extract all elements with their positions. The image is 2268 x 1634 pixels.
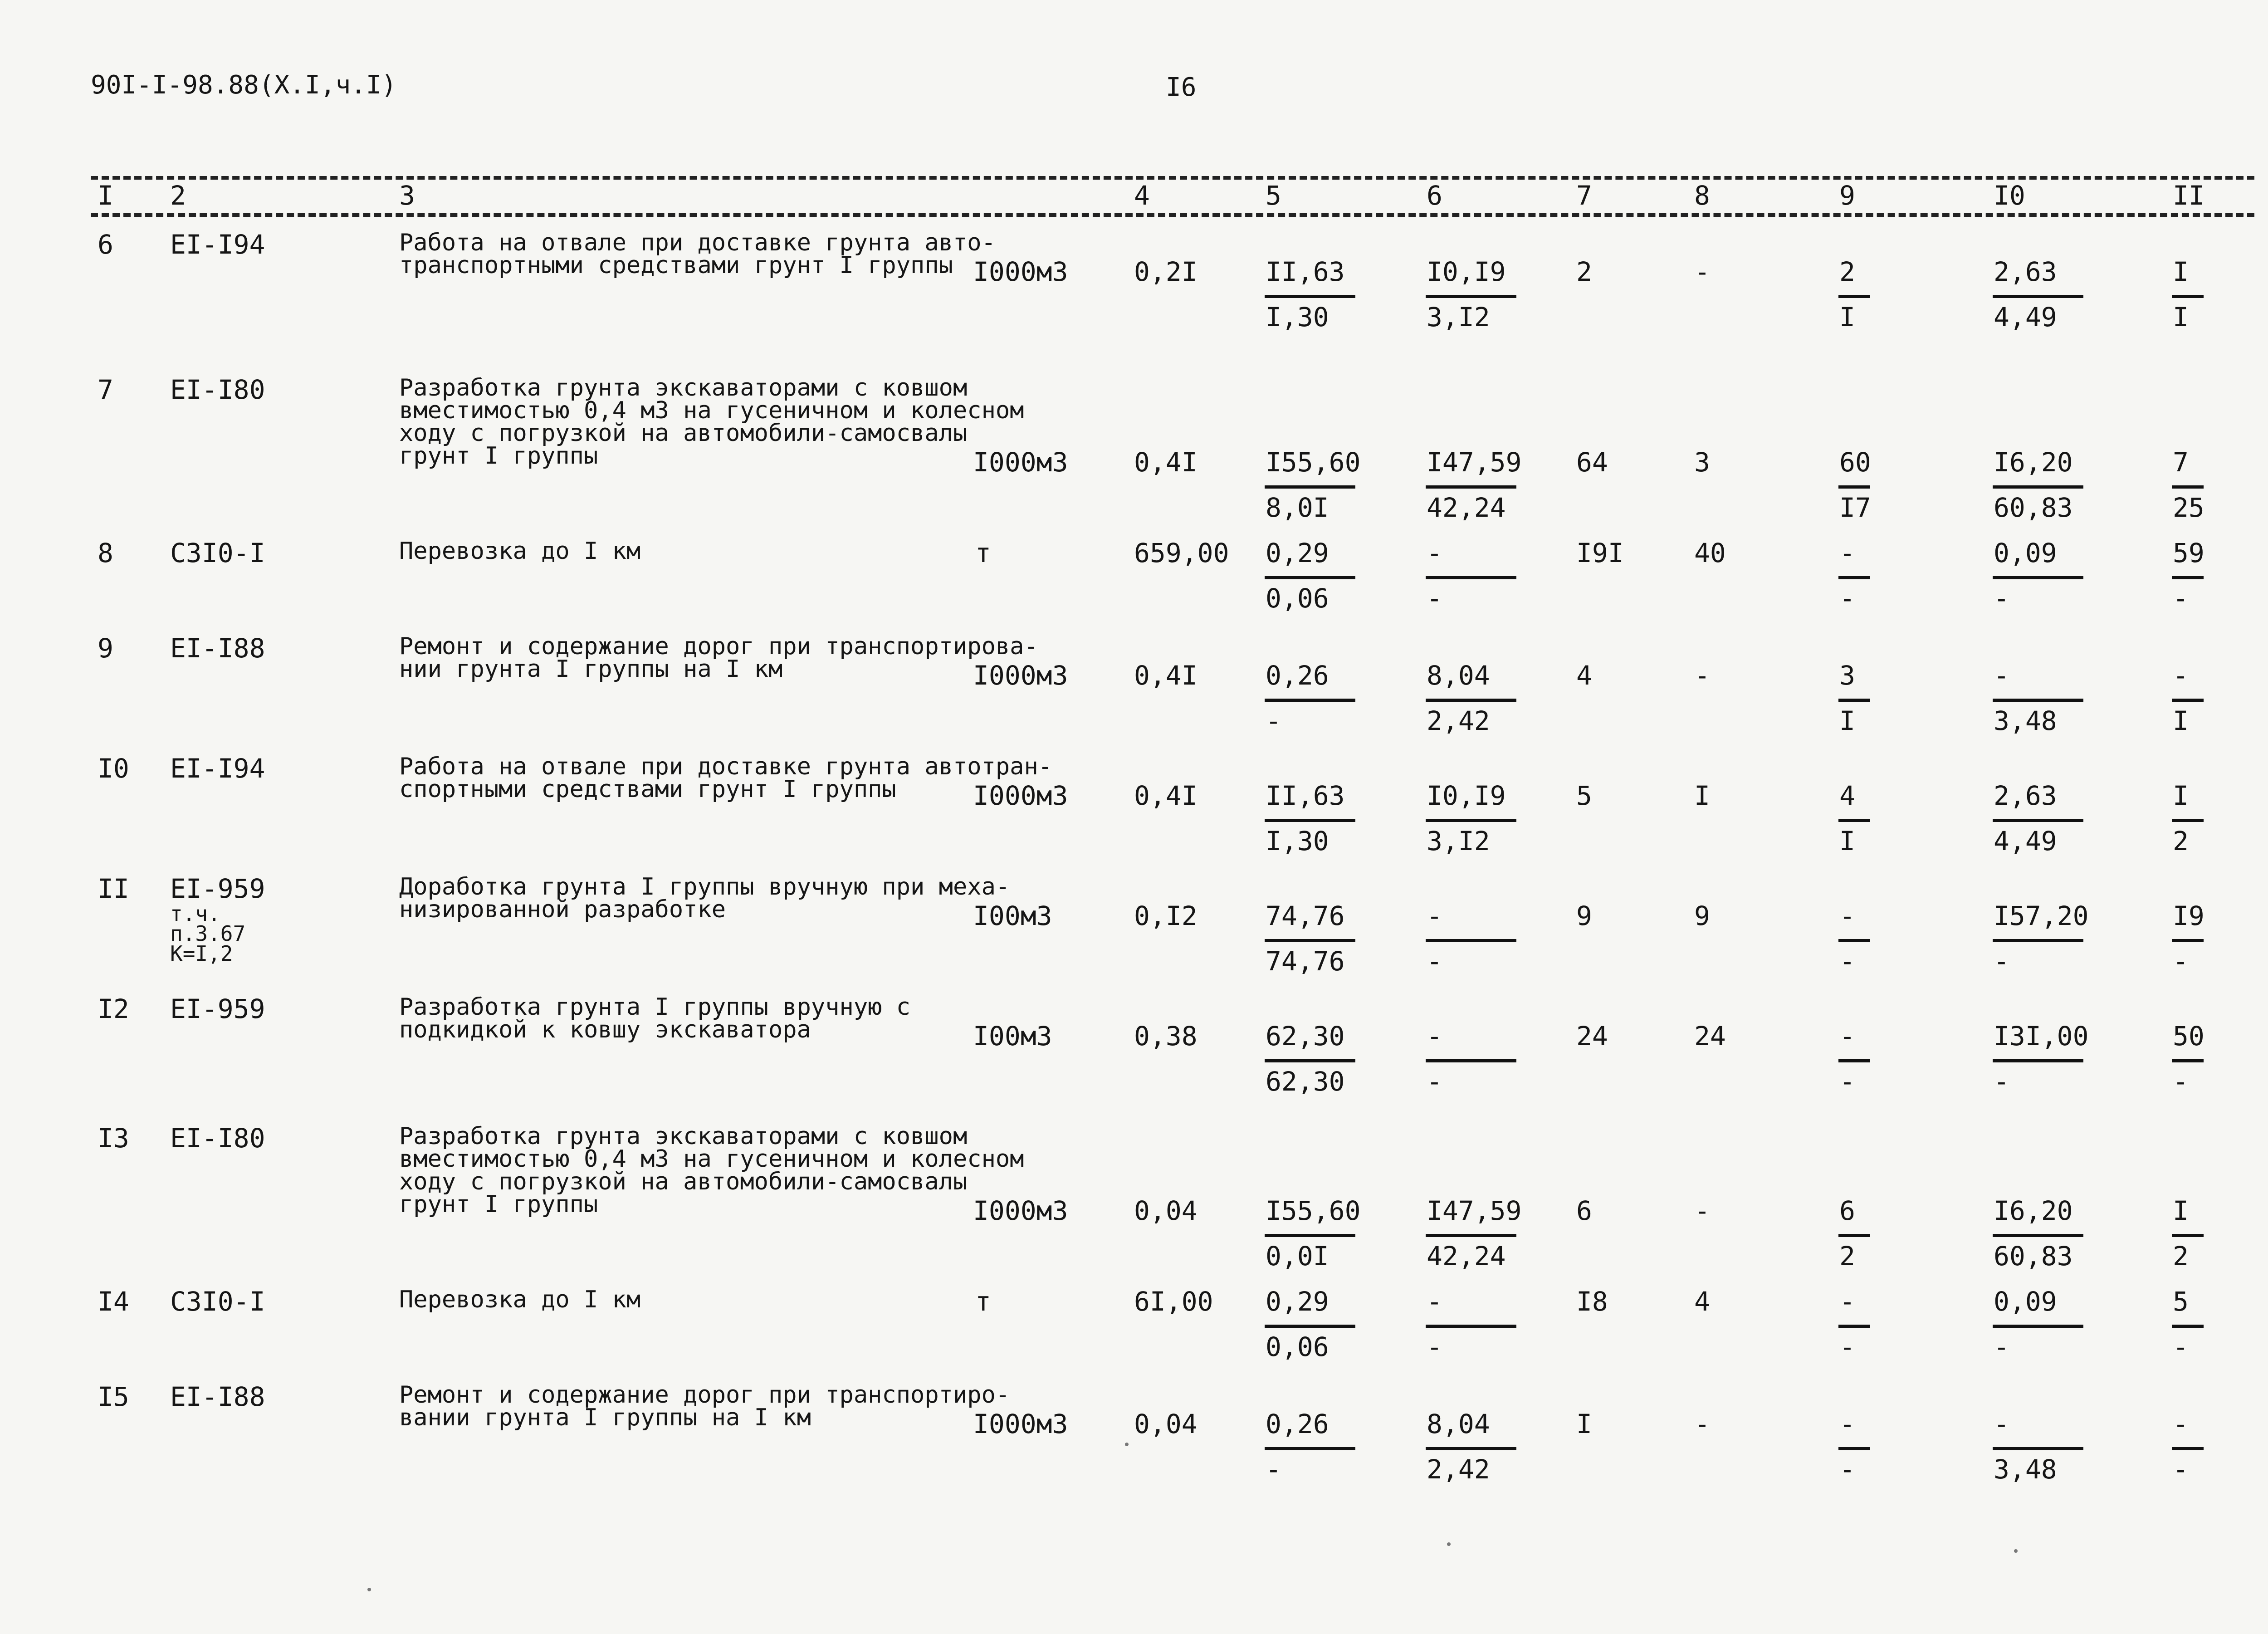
value-c11-bottom: -: [2173, 1454, 2189, 1485]
norm-code-note: п.3.67: [170, 921, 246, 946]
value-c8: -: [1694, 660, 1710, 691]
value-c5-bottom: 0,06: [1266, 1331, 1329, 1362]
value-c6-top: 8,04: [1427, 660, 1490, 691]
value-c11-bottom: 2: [2173, 826, 2189, 856]
value-c10-top: I3I,00: [1994, 1021, 2089, 1052]
norm-code: EI-I88: [170, 633, 265, 664]
value-c6-top: -: [1427, 900, 1442, 931]
fraction-bar: [2172, 485, 2204, 489]
value-c6-top: 8,04: [1427, 1409, 1490, 1439]
fraction-bar: [2172, 819, 2204, 822]
unit-of-measure: I000м3: [973, 256, 1068, 287]
value-c11-bottom: -: [2173, 1066, 2189, 1097]
work-description: подкидкой к ковшу экскаватора: [399, 1016, 811, 1043]
row-number: I0: [98, 753, 129, 784]
fraction-bar: [1993, 1325, 2083, 1328]
value-c10-bottom: 4,49: [1994, 302, 2057, 333]
value-c5-top: 0,26: [1266, 660, 1329, 691]
value-c5-top: I55,60: [1266, 447, 1361, 478]
value-c10-bottom: 3,48: [1994, 705, 2057, 736]
value-c6-top: I47,59: [1427, 1195, 1522, 1226]
norm-code: EI-I80: [170, 374, 265, 405]
value-c9-bottom: I: [1839, 826, 1855, 856]
fraction-bar: [1838, 1059, 1870, 1062]
speck: [2014, 1549, 2018, 1553]
norm-code: EI-I94: [170, 753, 265, 784]
value-c11-bottom: I: [2173, 705, 2189, 736]
column-header-6: 6: [1427, 180, 1442, 211]
row-number: I3: [98, 1123, 129, 1154]
value-c10-top: 2,63: [1994, 780, 2057, 811]
fraction-bar: [1265, 1325, 1355, 1328]
fraction-bar: [1265, 939, 1355, 942]
unit-of-measure: I00м3: [973, 900, 1052, 931]
value-c11-top: -: [2173, 660, 2189, 691]
value-c6-bottom: -: [1427, 1066, 1442, 1097]
value-c7: 4: [1576, 660, 1592, 691]
value-c10-bottom: -: [1994, 583, 2009, 614]
fraction-bar: [1838, 1325, 1870, 1328]
value-c5-top: 0,29: [1266, 1286, 1329, 1317]
value-c10-bottom: 3,48: [1994, 1454, 2057, 1485]
fraction-bar: [1265, 1234, 1355, 1237]
fraction-bar: [1265, 1059, 1355, 1062]
value-c6-bottom: 42,24: [1427, 1241, 1506, 1272]
fraction-bar: [1838, 576, 1870, 579]
header-rule-bottom: [91, 213, 2254, 217]
work-description: Работа на отвале при доставке грунта автотран-: [399, 753, 1053, 780]
norm-code-note: т.ч.: [170, 901, 220, 926]
row-number: II: [98, 873, 129, 904]
value-c8: 40: [1694, 538, 1726, 568]
value-c6-top: I0,I9: [1427, 256, 1506, 287]
column-header-8: 8: [1694, 180, 1710, 211]
value-c5-bottom: 0,06: [1266, 583, 1329, 614]
fraction-bar: [1993, 576, 2083, 579]
value-c8: -: [1694, 1195, 1710, 1226]
value-c11-bottom: 2: [2173, 1241, 2189, 1272]
value-c5-top: 0,26: [1266, 1409, 1329, 1439]
value-c8: 9: [1694, 900, 1710, 931]
value-c5-bottom: -: [1266, 705, 1281, 736]
value-c6-top: -: [1427, 1286, 1442, 1317]
value-c8: 3: [1694, 447, 1710, 478]
value-c7: 24: [1576, 1021, 1608, 1052]
row-number: 7: [98, 374, 113, 405]
work-description: ходу с погрузкой на автомобили-самосвалы: [399, 1168, 968, 1195]
fraction-bar: [1993, 1059, 2083, 1062]
value-c9-top: -: [1839, 1021, 1855, 1052]
value-c11-bottom: -: [2173, 946, 2189, 977]
fraction-bar: [1838, 939, 1870, 942]
fraction-bar: [1993, 485, 2083, 489]
value-c10-bottom: -: [1994, 1066, 2009, 1097]
value-c9-bottom: -: [1839, 1454, 1855, 1485]
column-header-7: 7: [1576, 180, 1592, 211]
value-c11-bottom: 25: [2173, 492, 2204, 523]
value-c8: 24: [1694, 1021, 1726, 1052]
value-c10-top: I57,20: [1994, 900, 2089, 931]
value-c10-top: 0,09: [1994, 1286, 2057, 1317]
fraction-bar: [2172, 1325, 2204, 1328]
value-c11-top: I: [2173, 256, 2189, 287]
value-c10-top: 0,09: [1994, 538, 2057, 568]
row-number: I5: [98, 1381, 129, 1412]
fraction-bar: [1426, 485, 1516, 489]
norm-code: С3I0-I: [170, 1286, 265, 1317]
fraction-bar: [1265, 1447, 1355, 1450]
quantity: 0,4I: [1134, 660, 1198, 691]
quantity: 659,00: [1134, 538, 1229, 568]
value-c5-bottom: I,30: [1266, 302, 1329, 333]
work-description: Работа на отвале при доставке грунта авто-: [399, 229, 996, 256]
value-c7: 2: [1576, 256, 1592, 287]
work-description: вместимостью 0,4 м3 на гусеничном и колесном: [399, 1145, 1024, 1173]
row-number: I2: [98, 993, 129, 1024]
fraction-bar: [2172, 1234, 2204, 1237]
value-c6-bottom: 2,42: [1427, 705, 1490, 736]
unit-of-measure: I000м3: [973, 1195, 1068, 1226]
value-c8: I: [1694, 780, 1710, 811]
value-c9-bottom: I: [1839, 705, 1855, 736]
quantity: 0,2I: [1134, 256, 1198, 287]
norm-code: EI-I88: [170, 1381, 265, 1412]
value-c9-bottom: -: [1839, 583, 1855, 614]
fraction-bar: [1426, 1234, 1516, 1237]
fraction-bar: [1838, 295, 1870, 298]
value-c9-bottom: I7: [1839, 492, 1871, 523]
speck: [1125, 1443, 1129, 1446]
value-c10-top: -: [1994, 660, 2009, 691]
value-c9-bottom: I: [1839, 302, 1855, 333]
value-c7: 5: [1576, 780, 1592, 811]
column-header-3: 3: [399, 180, 415, 211]
column-header-11: II: [2173, 180, 2204, 211]
norm-code: С3I0-I: [170, 538, 265, 568]
row-number: I4: [98, 1286, 129, 1317]
value-c6-bottom: -: [1427, 583, 1442, 614]
value-c10-top: I6,20: [1994, 1195, 2073, 1226]
value-c6-bottom: 3,I2: [1427, 302, 1490, 333]
row-number: 8: [98, 538, 113, 568]
value-c11-top: I: [2173, 780, 2189, 811]
value-c6-top: -: [1427, 1021, 1442, 1052]
unit-of-measure: т: [975, 538, 991, 568]
unit-of-measure: т: [975, 1286, 991, 1317]
fraction-bar: [2172, 576, 2204, 579]
value-c6-top: -: [1427, 538, 1442, 568]
fraction-bar: [1265, 295, 1355, 298]
work-description: грунт I группы: [399, 442, 598, 470]
work-description: грунт I группы: [399, 1191, 598, 1218]
fraction-bar: [1426, 1059, 1516, 1062]
value-c6-bottom: -: [1427, 1331, 1442, 1362]
fraction-bar: [1426, 699, 1516, 702]
work-description: Ремонт и содержание дорог при транспортиро-: [399, 1381, 1010, 1409]
speck: [1447, 1542, 1451, 1546]
value-c9-top: 4: [1839, 780, 1855, 811]
fraction-bar: [1993, 699, 2083, 702]
norm-code-note: К=I,2: [170, 941, 233, 966]
fraction-bar: [1993, 295, 2083, 298]
fraction-bar: [1426, 819, 1516, 822]
fraction-bar: [1265, 819, 1355, 822]
value-c5-bottom: I,30: [1266, 826, 1329, 856]
value-c5-top: II,63: [1266, 780, 1345, 811]
column-header-5: 5: [1266, 180, 1281, 211]
value-c9-top: 6: [1839, 1195, 1855, 1226]
fraction-bar: [2172, 1447, 2204, 1450]
value-c7: I9I: [1576, 538, 1624, 568]
value-c8: -: [1694, 256, 1710, 287]
page-number: I6: [1166, 73, 1197, 102]
value-c7: 9: [1576, 900, 1592, 931]
value-c5-bottom: 8,0I: [1266, 492, 1329, 523]
fraction-bar: [1838, 1234, 1870, 1237]
fraction-bar: [1993, 1234, 2083, 1237]
value-c8: 4: [1694, 1286, 1710, 1317]
value-c5-bottom: 62,30: [1266, 1066, 1345, 1097]
norm-code: EI-I80: [170, 1123, 265, 1154]
fraction-bar: [1426, 295, 1516, 298]
fraction-bar: [1265, 699, 1355, 702]
value-c9-bottom: -: [1839, 1066, 1855, 1097]
quantity: 0,4I: [1134, 447, 1198, 478]
fraction-bar: [1838, 485, 1870, 489]
row-number: 9: [98, 633, 113, 664]
work-description: низированной разработке: [399, 896, 726, 923]
unit-of-measure: I000м3: [973, 660, 1068, 691]
fraction-bar: [2172, 1059, 2204, 1062]
work-description: транспортными средствами грунт I группы: [399, 252, 953, 279]
work-description: вместимостью 0,4 м3 на гусеничном и колесном: [399, 397, 1024, 424]
value-c7: I8: [1576, 1286, 1608, 1317]
work-description: спортными средствами грунт I группы: [399, 776, 896, 803]
work-description: Разработка грунта I группы вручную с: [399, 993, 911, 1021]
value-c9-bottom: -: [1839, 1331, 1855, 1362]
fraction-bar: [1838, 699, 1870, 702]
fraction-bar: [1265, 576, 1355, 579]
unit-of-measure: I000м3: [973, 1409, 1068, 1439]
column-header-10: I0: [1994, 180, 2025, 211]
value-c9-bottom: 2: [1839, 1241, 1855, 1272]
value-c8: -: [1694, 1409, 1710, 1439]
work-description: Перевозка до I км: [399, 538, 641, 565]
fraction-bar: [2172, 699, 2204, 702]
header-rule-top: [91, 176, 2254, 180]
speck: [367, 1588, 371, 1591]
fraction-bar: [1426, 1325, 1516, 1328]
column-header-4: 4: [1134, 180, 1150, 211]
value-c7: 6: [1576, 1195, 1592, 1226]
value-c9-top: -: [1839, 538, 1855, 568]
value-c5-top: 74,76: [1266, 900, 1345, 931]
value-c6-top: I47,59: [1427, 447, 1522, 478]
fraction-bar: [1265, 485, 1355, 489]
unit-of-measure: I00м3: [973, 1021, 1052, 1052]
value-c11-top: 59: [2173, 538, 2204, 568]
value-c11-bottom: I: [2173, 302, 2189, 333]
value-c9-top: 60: [1839, 447, 1871, 478]
value-c11-top: 7: [2173, 447, 2189, 478]
quantity: 0,38: [1134, 1021, 1198, 1052]
norm-code: EI-959: [170, 873, 265, 904]
work-description: вании грунта I группы на I км: [399, 1404, 811, 1431]
fraction-bar: [1426, 576, 1516, 579]
value-c5-top: II,63: [1266, 256, 1345, 287]
value-c11-top: -: [2173, 1409, 2189, 1439]
value-c11-top: I: [2173, 1195, 2189, 1226]
value-c11-bottom: -: [2173, 583, 2189, 614]
fraction-bar: [1993, 1447, 2083, 1450]
value-c11-bottom: -: [2173, 1331, 2189, 1362]
value-c10-top: -: [1994, 1409, 2009, 1439]
value-c6-bottom: 3,I2: [1427, 826, 1490, 856]
fraction-bar: [1838, 1447, 1870, 1450]
unit-of-measure: I000м3: [973, 447, 1068, 478]
value-c5-bottom: -: [1266, 1454, 1281, 1485]
fraction-bar: [1426, 1447, 1516, 1450]
value-c5-bottom: 74,76: [1266, 946, 1345, 977]
value-c6-bottom: 42,24: [1427, 492, 1506, 523]
value-c11-top: I9: [2173, 900, 2204, 931]
value-c7: I: [1576, 1409, 1592, 1439]
fraction-bar: [1993, 939, 2083, 942]
value-c6-bottom: -: [1427, 946, 1442, 977]
value-c5-top: 0,29: [1266, 538, 1329, 568]
unit-of-measure: I000м3: [973, 780, 1068, 811]
value-c5-bottom: 0,0I: [1266, 1241, 1329, 1272]
value-c10-bottom: -: [1994, 946, 2009, 977]
value-c5-top: I55,60: [1266, 1195, 1361, 1226]
quantity: 0,4I: [1134, 780, 1198, 811]
work-description: Доработка грунта I группы вручную при меха-: [399, 873, 1010, 900]
work-description: Перевозка до I км: [399, 1286, 641, 1313]
quantity: 0,04: [1134, 1195, 1198, 1226]
value-c9-top: 2: [1839, 256, 1855, 287]
value-c11-top: 50: [2173, 1021, 2204, 1052]
fraction-bar: [1426, 939, 1516, 942]
value-c9-top: -: [1839, 1409, 1855, 1439]
value-c10-top: I6,20: [1994, 447, 2073, 478]
value-c11-top: 5: [2173, 1286, 2189, 1317]
work-description: Разработка грунта экскаваторами с ковшом: [399, 374, 968, 401]
fraction-bar: [2172, 939, 2204, 942]
value-c9-top: -: [1839, 900, 1855, 931]
quantity: 0,04: [1134, 1409, 1198, 1439]
quantity: 0,I2: [1134, 900, 1198, 931]
work-description: Ремонт и содержание дорог при транспортирова-: [399, 633, 1038, 660]
value-c9-top: 3: [1839, 660, 1855, 691]
work-description: Разработка грунта экскаваторами с ковшом: [399, 1123, 968, 1150]
column-header-9: 9: [1839, 180, 1855, 211]
row-number: 6: [98, 229, 113, 260]
fraction-bar: [2172, 295, 2204, 298]
value-c6-bottom: 2,42: [1427, 1454, 1490, 1485]
value-c10-bottom: 60,83: [1994, 1241, 2073, 1272]
work-description: ходу с погрузкой на автомобили-самосвалы: [399, 420, 968, 447]
document-code: 90I-I-98.88(X.I,ч.I): [91, 70, 397, 100]
norm-code: EI-959: [170, 993, 265, 1024]
value-c10-bottom: 60,83: [1994, 492, 2073, 523]
column-header-2: 2: [170, 180, 186, 211]
fraction-bar: [1838, 819, 1870, 822]
value-c10-bottom: 4,49: [1994, 826, 2057, 856]
value-c9-top: -: [1839, 1286, 1855, 1317]
value-c6-top: I0,I9: [1427, 780, 1506, 811]
value-c9-bottom: -: [1839, 946, 1855, 977]
value-c10-bottom: -: [1994, 1331, 2009, 1362]
value-c5-top: 62,30: [1266, 1021, 1345, 1052]
norm-code: EI-I94: [170, 229, 265, 260]
column-header-1: I: [98, 180, 113, 211]
value-c10-top: 2,63: [1994, 256, 2057, 287]
value-c7: 64: [1576, 447, 1608, 478]
work-description: нии грунта I группы на I км: [399, 656, 783, 683]
quantity: 6I,00: [1134, 1286, 1213, 1317]
fraction-bar: [1993, 819, 2083, 822]
